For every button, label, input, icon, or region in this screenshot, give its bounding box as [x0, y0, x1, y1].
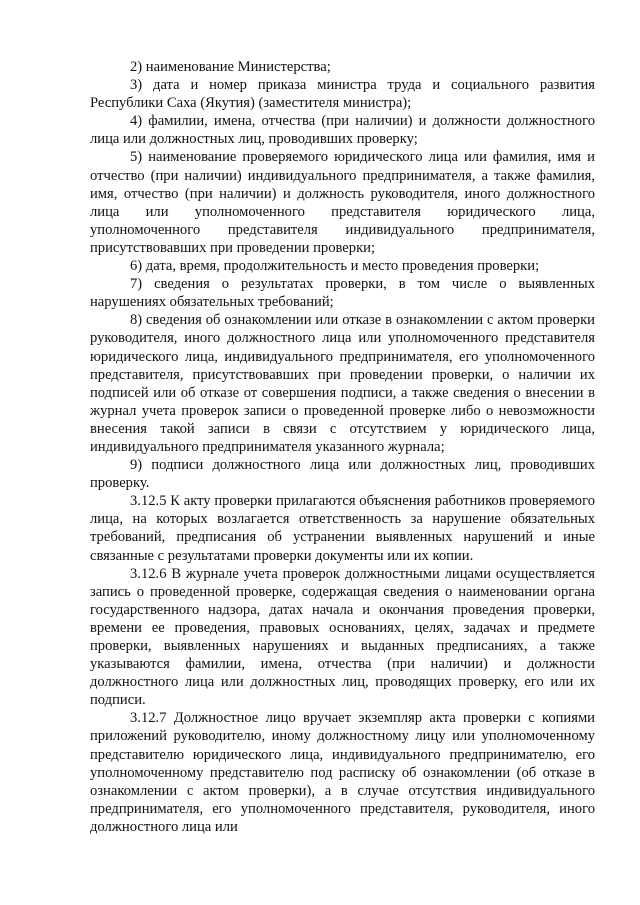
paragraph-item-7: 7) сведения о результатах проверки, в том числе о выявленных нарушениях обязательных требований;: [90, 276, 595, 311]
paragraph-3-12-5: 3.12.5 К акту проверки прилагаются объяснения работников проверяемого лица, на которых возлагается ответственность за нарушение обязательных требований, предписания об устранении выявленных нарушений и иные связанные с результатами проверки документы или их копии.: [90, 493, 595, 564]
paragraph-3-12-6: 3.12.6 В журнале учета проверок должностными лицами осуществляется запись о проведенной проверке, содержащая сведения о наименовании органа государственного надзора, датах начала и окончания проведения проверки, времени ее проведения, правовых основаниях, целях, задачах и предмете проверки, выявленных нарушениях и выданных предписаниях, а также указываются фамилии, имена, отчества (при наличии) и должности должностного лица или должностных лиц, проводящих проверку, его или их подписи.: [90, 565, 595, 709]
paragraph-3-12-7: 3.12.7 Должностное лицо вручает экземпляр акта проверки с копиями приложений руководителю, иному должностному лицу или уполномоченному представителю юридического лица, индивидуального предпринимателю, его уполномоченному представителю под расписку об ознакомлении (об отказе в ознакомлении с актом проверки), а в случае отсутствия индивидуального предпринимателя, его уполномоченного представителя, руководителя, иного должностного лица или: [90, 710, 595, 835]
paragraph-item-6: 6) дата, время, продолжительность и место проведения проверки;: [130, 258, 540, 275]
paragraph-item-9: 9) подписи должностного лица или должностных лиц, проводивших проверку.: [90, 457, 595, 492]
document-page: [90, 58, 595, 836]
paragraph-item-3: 3) дата и номер приказа министра труда и социального развития Республики Саха (Якутия) (заместителя министра);: [90, 77, 595, 112]
paragraph-item-4: 4) фамилии, имена, отчества (при наличии) и должности должностного лица или должностных лиц, проводивших проверку;: [90, 113, 595, 148]
paragraph-item-5: 5) наименование проверяемого юридического лица или фамилия, имя и отчество (при наличии) индивидуального предпринимателя, а также фамилия, имя, отчество (при наличии) и должность руководителя, иного должностного лица или уполномоченного представителя юридического лица, уполномоченного представителя индивидуального предпринимателя, присутствовавших при проведении проверки;: [90, 149, 595, 256]
paragraph-item-2: 2) наименование Министерства;: [130, 59, 331, 75]
paragraph-item-8: 8) сведения об ознакомлении или отказе в ознакомлении с актом проверки руководителя, иного должностного лица или уполномоченного представителя юридического лица, индивидуального предпринимателя, его уполномоченного представителя, присутствовавших при проведении проверки, о наличии их подписей или об отказе от совершения подписи, а также сведения о внесении в журнал учета проверок записи о проведенной проверке либо о невозможности внесения такой записи в связи с отсутствием у юридического лица, индивидуального предпринимателя указанного журнала;: [90, 312, 595, 455]
